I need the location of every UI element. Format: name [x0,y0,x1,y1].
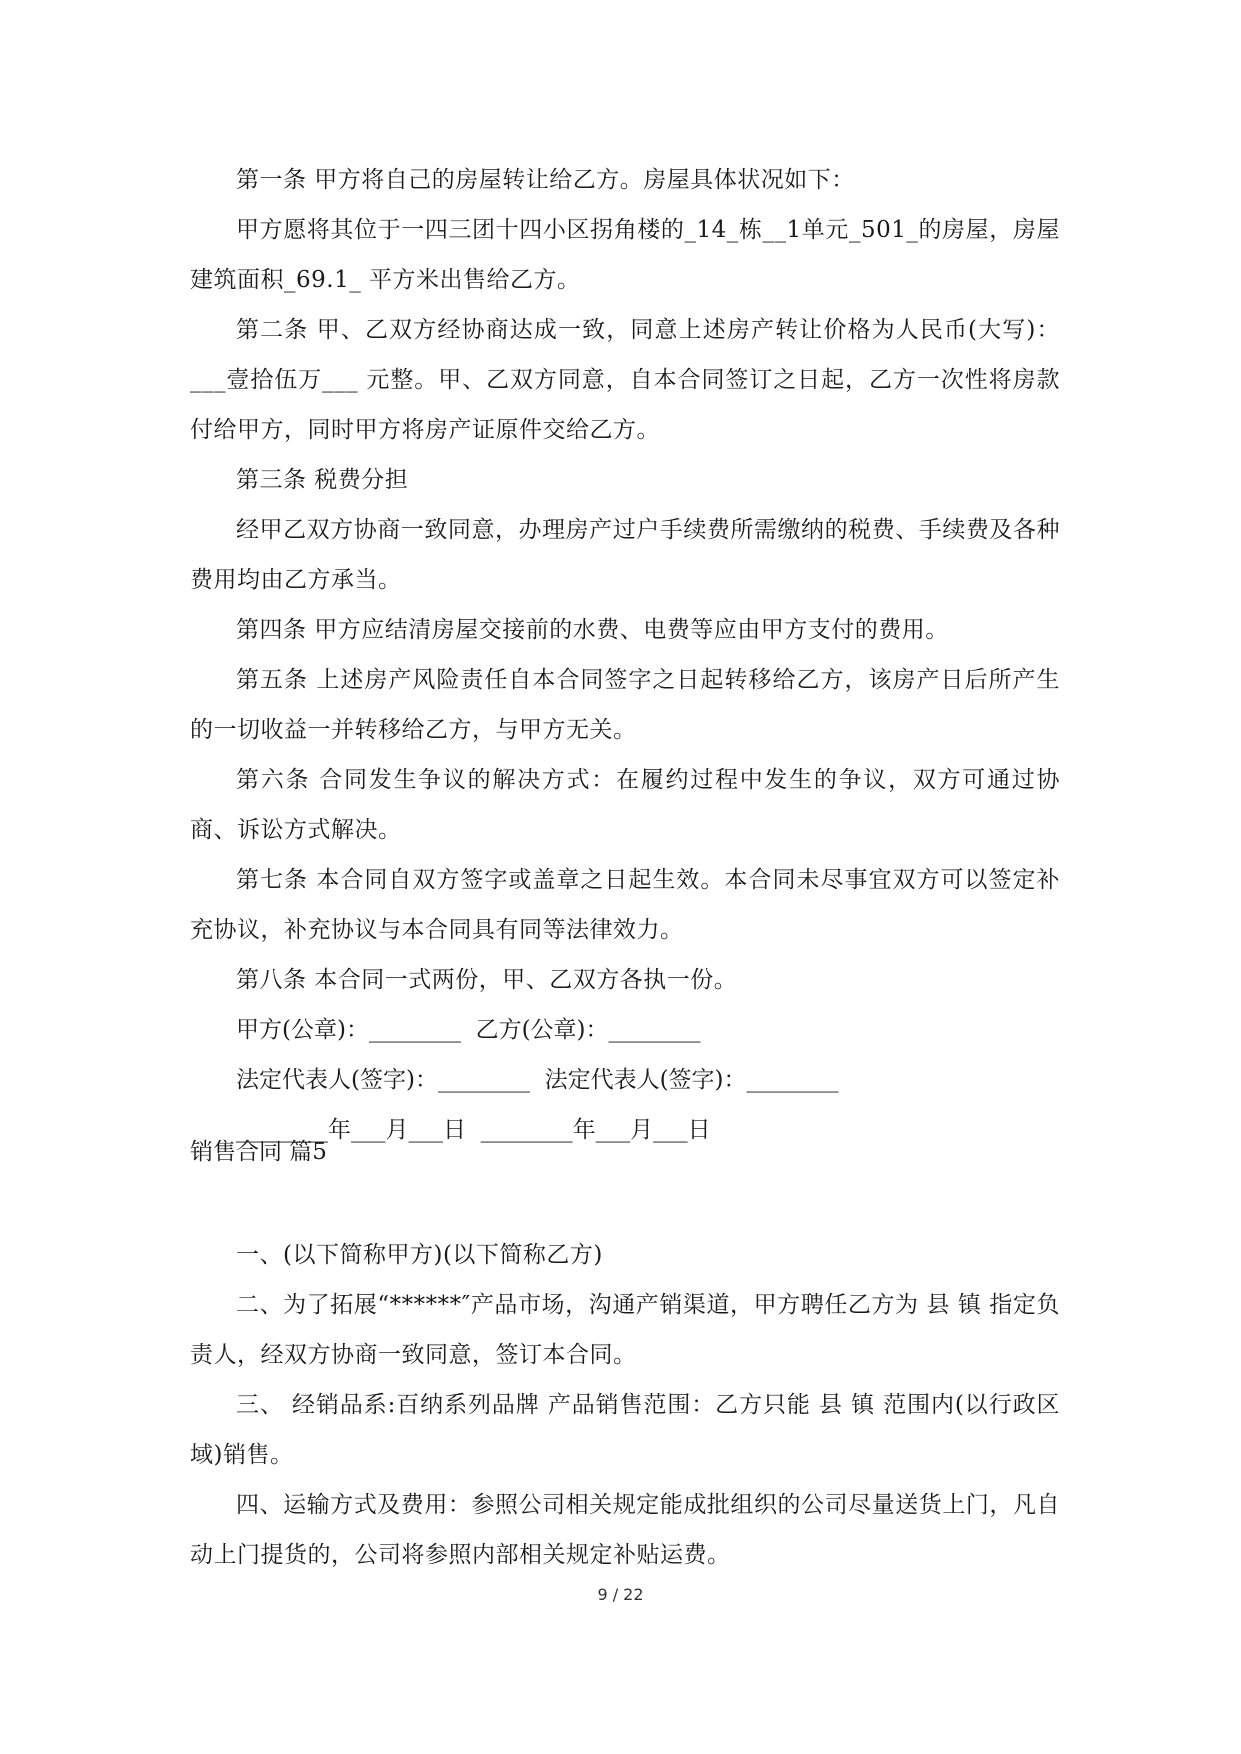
article-3-heading: 第三条 税费分担 [236,467,409,493]
section-title: 销售合同 篇5 [190,1139,327,1165]
article-1: 第一条 甲方将自己的房屋转让给乙方。房屋具体状况如下： [236,167,855,193]
sales-contract-body [190,1230,1060,1580]
sales-clause-4: 四、运输方式及费用：参照公司相关规定能成批组织的公司尽量送货上门，凡自动上门提货的，公司将参照内部相关规定补贴运费。 [190,1492,1060,1568]
sales-clause-2: 二、为了拓展“******″产品市场，沟通产销渠道，甲方聘任乙方为 县 镇 指定负责人，经双方协商一致同意，签订本合同。 [190,1292,1060,1368]
article-7: 第七条 本合同自双方签字或盖章之日起生效。本合同未尽事宜双方可以签定补充协议，补充协议与本合同具有同等法律效力。 [190,867,1060,943]
property-description: 甲方愿将其位于一四三团十四小区拐角楼的_14_栋__1单元_501_的房屋，房屋建筑面积_69.1_ 平方米出售给乙方。 [190,217,1060,293]
date-line: ________年___月___日 ________年___月___日 [236,1117,711,1143]
tax-clause: 经甲乙双方协商一致同意，办理房产过户手续费所需缴纳的税费、手续费及各种费用均由乙方承当。 [190,517,1060,593]
sales-clause-1: 一、(以下简称甲方)(以下简称乙方) [236,1242,603,1268]
contract-body [190,155,1060,1155]
article-5: 第五条 上述房产风险责任自本合同签字之日起转移给乙方，该房产日后所产生的一切收益一并转移给乙方，与甲方无关。 [190,667,1060,743]
article-6: 第六条 合同发生争议的解决方式：在履约过程中发生的争议，双方可通过协商、诉讼方式解决。 [190,767,1060,843]
article-8: 第八条 本合同一式两份，甲、乙双方各执一份。 [236,967,738,993]
article-2: 第二条 甲、乙双方经协商达成一致，同意上述房产转让价格为人民币(大写)：___壹拾伍万___ 元整。甲、乙双方同意，自本合同签订之日起，乙方一次性将房款付给甲方，同时甲方将房产证原件交给乙方。 [190,317,1060,443]
page-number: 9 / 22 [597,1585,644,1604]
signature-line: 法定代表人(签字)：________ 法定代表人(签字)：________ [236,1067,839,1093]
sales-clause-3: 三、 经销品系:百纳系列品牌 产品销售范围：乙方只能 县 镇 范围内(以行政区域)销售。 [190,1392,1060,1468]
seal-line: 甲方(公章)：________ 乙方(公章)：________ [236,1017,701,1043]
article-4: 第四条 甲方应结清房屋交接前的水费、电费等应由甲方支付的费用。 [236,617,949,643]
